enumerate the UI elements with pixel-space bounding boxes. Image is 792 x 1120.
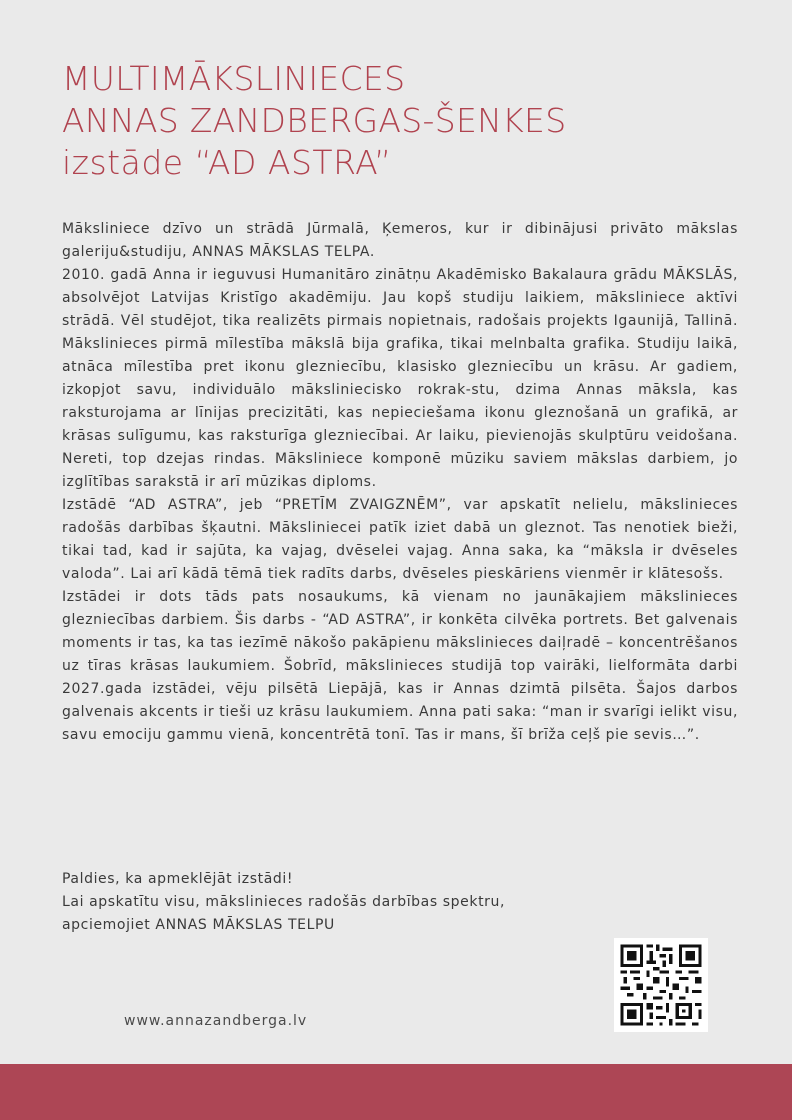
closing-invite: Lai apskatītu visu, mākslinieces radošās darbības spektru, bbox=[62, 894, 506, 910]
closing-note bbox=[62, 868, 602, 937]
closing-visit: apciemojiet ANNAS MĀKSLAS TELPU bbox=[62, 917, 335, 933]
closing-thanks: Paldies, ka apmeklējāt izstādi! bbox=[62, 871, 294, 887]
website-link[interactable]: www.annazandberga.lv bbox=[124, 1013, 308, 1029]
page-title bbox=[62, 58, 742, 184]
paragraph-intro: Māksliniece dzīvo un strādā Jūrmalā, Ķemeros, kur ir dibinājusi privāto mākslas galeriju&studiju, ANNAS MĀKSLAS TELPA. bbox=[62, 221, 738, 260]
title-line-2: ANNAS ZANDBERGAS-ŠENKES bbox=[62, 101, 567, 140]
paragraph-title-work: Izstādei ir dots tāds pats nosaukums, kā vienam no jaunākajiem mākslinieces glezniecības darbiem. Šis darbs - “AD ASTRA”, ir konkēta cilvēka portrets. Bet galvenais moments ir tas, ka tas iezīmē nākošo pakāpienu mākslinieces daiļradē – koncentrēšanos uz tīras krāsas laukumiem. Šobrīd, mākslinieces studijā top vairāki, lielformāta darbi 2027.gada izstādei, vēju pilsētā Liepājā, kas ir Annas dzimtā pilsēta. Šajos darbos galvenais akcents ir tieši uz krāsu laukumiem. Anna pati saka: “man ir svarīgi ielikt visu, savu emociju gammu vienā, koncentrētā tonī. Tas ir mans, šī brīža ceļš pie sevis…”. bbox=[62, 589, 738, 743]
paragraph-exhibition: Izstādē “AD ASTRA”, jeb “PRETĪM ZVAIGZNĒM”, var apskatīt nelielu, mākslinieces radošās darbības šķautni. Māksliniecei patīk iziet dabā un gleznot. Tas nenotiek bieži, tikai tad, kad ir sajūta, ka vajag, dvēselei vajag. Anna saka, ka “māksla ir dvēseles valoda”. Lai arī kādā tēmā tiek radīts darbs, dvēseles pieskāriens vienmēr ir klātesošs. bbox=[62, 497, 738, 582]
title-line-3: izstāde “AD ASTRA” bbox=[62, 143, 392, 182]
title-line-1: MULTIMĀKSLINIECES bbox=[62, 59, 406, 98]
qr-code-icon[interactable] bbox=[614, 938, 708, 1032]
article-body bbox=[62, 218, 738, 747]
footer-bar bbox=[0, 1064, 792, 1120]
paragraph-biography: 2010. gadā Anna ir ieguvusi Humanitāro zinātņu Akadēmisko Bakalaura grādu MĀKSLĀS, absolvējot Latvijas Kristīgo akadēmiju. Jau kopš studiju laikiem, māksliniece aktīvi strādā. Vēl studējot, tika realizēts pirmais nopietnais, radošais projekts Igaunijā, Tallinā. Mākslinieces pirmā mīlestība mākslā bija grafika, tikai melnbalta grafika. Studiju laikā, atnāca mīlestība pret ikonu glezniecību, klasisko glezniecību un krāsu. Ar gadiem, izkopjot savu, individuālo mākslinieciskо rokrak-stu, dzima Annas māksla, kas raksturojama ar līnijas precizitāti, kas nepieciešama ikonu gleznošanā un grafikā, ar krāsas sulīgumu, kas raksturīga glezniecībai. Ar laiku, pievienojās skulptūru veidošana. Nereti, top dzejas rindas. Māksliniece komponē mūziku saviem mākslas darbiem, jo izglītības sarakstā ir arī mūzikas diploms. bbox=[62, 267, 738, 490]
